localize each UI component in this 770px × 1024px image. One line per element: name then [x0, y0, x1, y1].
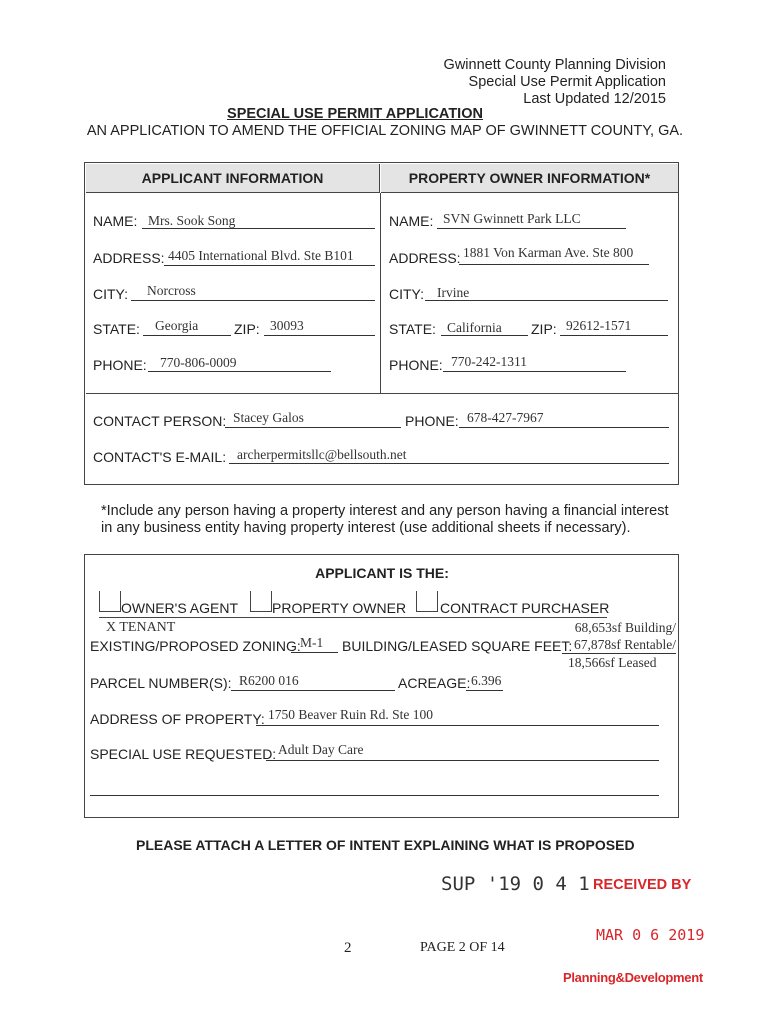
sqft-rentable: 67,878sf Rentable/ — [562, 636, 676, 654]
sqft-leased: 18,566sf Leased — [568, 655, 657, 670]
applicant-city-value: Norcross — [147, 283, 196, 298]
owner-city-field[interactable] — [425, 284, 668, 301]
applicant-address-value: 4405 International Blvd. Ste B101 — [168, 248, 354, 263]
acreage-value: 6.396 — [471, 673, 502, 688]
parcel-value: R6200 016 — [239, 673, 299, 688]
applicant-zip-field[interactable] — [264, 317, 375, 336]
contact-phone-field[interactable] — [459, 409, 669, 428]
contract-purchaser-checkbox[interactable] — [416, 591, 438, 612]
page-title: SPECIAL USE PERMIT APPLICATION — [227, 106, 483, 122]
contact-person-value: Stacey Galos — [233, 410, 304, 425]
property-address-field[interactable] — [256, 706, 659, 726]
owner-zip-value: 92612-1571 — [566, 318, 632, 333]
special-use-field[interactable] — [266, 741, 659, 761]
footnote-line-2: in any business entity having property interest (use additional sheets if necessary). — [101, 520, 631, 536]
page-subtitle: AN APPLICATION TO AMEND THE OFFICIAL ZONING MAP OF GWINNETT COUNTY, GA. — [86, 123, 684, 139]
owner-phone-value: 770-242-1311 — [451, 354, 527, 369]
tenant-entry: X TENANT — [106, 620, 176, 635]
applicant-address-label: ADDRESS: — [93, 250, 165, 266]
attach-letter-note: PLEASE ATTACH A LETTER OF INTENT EXPLAINING WHAT IS PROPOSED — [136, 837, 635, 853]
header-line-3: Last Updated 12/2015 — [523, 91, 666, 107]
applicant-name-value: Mrs. Sook Song — [148, 213, 236, 228]
contact-email-value: archerpermitsllc@bellsouth.net — [237, 447, 407, 462]
applicant-info-heading: APPLICANT INFORMATION — [86, 164, 380, 193]
sqft-building: 68,653sf Building/ — [574, 620, 676, 635]
owner-address-field[interactable] — [459, 244, 649, 265]
applicant-city-label: CITY: — [93, 286, 129, 302]
special-use-label: SPECIAL USE REQUESTED: — [90, 746, 277, 762]
header-line-1: Gwinnett County Planning Division — [443, 57, 666, 73]
checkbox-baseline — [99, 617, 607, 618]
property-owner-checkbox[interactable] — [250, 591, 272, 612]
contact-phone-value: 678-427-7967 — [467, 410, 544, 425]
applicant-zip-value: 30093 — [270, 318, 304, 333]
special-use-value: Adult Day Care — [278, 742, 364, 757]
applicant-is-heading: APPLICANT IS THE: — [315, 565, 449, 581]
received-by-stamp: RECEIVED BY — [593, 877, 692, 893]
owner-phone-label: PHONE: — [389, 357, 443, 373]
sqft-label: BUILDING/LEASED SQUARE FEET: — [342, 638, 573, 654]
owner-address-label: ADDRESS: — [389, 250, 461, 266]
owner-zip-field[interactable] — [560, 317, 668, 336]
received-date-stamp: MAR 0 6 2019 — [596, 926, 705, 944]
contact-divider — [86, 393, 678, 394]
owner-info-heading: PROPERTY OWNER INFORMATION* — [381, 164, 678, 193]
applicant-state-field[interactable] — [143, 317, 231, 336]
contact-email-label: CONTACT'S E-MAIL: — [93, 449, 227, 465]
parcel-label: PARCEL NUMBER(S): — [90, 675, 232, 691]
owner-name-label: NAME: — [389, 213, 434, 229]
property-address-value: 1750 Beaver Ruin Rd. Ste 100 — [268, 707, 433, 722]
owner-city-value: Irvine — [437, 285, 470, 300]
owner-state-label: STATE: — [389, 321, 436, 337]
column-divider — [380, 193, 381, 393]
applicant-name-field[interactable] — [142, 212, 375, 229]
applicant-phone-field[interactable] — [148, 354, 331, 372]
contact-person-label: CONTACT PERSON: — [93, 413, 227, 429]
owner-city-label: CITY: — [389, 286, 425, 302]
property-owner-label: PROPERTY OWNER — [272, 600, 407, 616]
header-block — [444, 57, 666, 108]
applicant-phone-label: PHONE: — [93, 357, 147, 373]
zoning-label: EXISTING/PROPOSED ZONING: — [90, 638, 301, 654]
footnote-line-1: *Include any person having a property interest and any person having a financial interest — [101, 503, 669, 519]
owner-name-value: SVN Gwinnett Park LLC — [443, 211, 581, 226]
case-number-stamp: SUP '19 0 4 1 — [441, 873, 590, 895]
header-line-2: Special Use Permit Application — [468, 74, 666, 90]
special-use-extra-line[interactable] — [90, 777, 659, 796]
applicant-zip-label: ZIP: — [234, 321, 260, 337]
owner-name-field[interactable] — [437, 210, 626, 229]
owner-address-value: 1881 Von Karman Ave. Ste 800 — [463, 245, 634, 260]
acreage-field[interactable] — [466, 672, 503, 691]
applicant-phone-value: 770-806-0009 — [160, 355, 237, 370]
applicant-name-label: NAME: — [93, 213, 138, 229]
owner-state-field[interactable] — [441, 319, 528, 336]
owner-zip-label: ZIP: — [531, 321, 557, 337]
owner-phone-field[interactable] — [443, 353, 626, 372]
zoning-value: M-1 — [300, 635, 324, 650]
zoning-field[interactable] — [291, 634, 338, 653]
parcel-field[interactable] — [231, 672, 395, 691]
footnote — [101, 503, 668, 537]
applicant-state-label: STATE: — [93, 321, 140, 337]
contact-phone-label: PHONE: — [405, 413, 459, 429]
owners-agent-label: OWNER'S AGENT — [121, 600, 239, 616]
sqft-field[interactable] — [562, 619, 676, 671]
contact-email-field[interactable] — [229, 446, 669, 464]
property-address-label: ADDRESS OF PROPERTY: — [90, 711, 265, 727]
page-number: 2 — [344, 940, 352, 956]
page-of-total: PAGE 2 OF 14 — [420, 940, 505, 955]
planning-dept-stamp: Planning&Development — [563, 970, 703, 985]
applicant-city-field[interactable] — [131, 282, 375, 301]
owners-agent-checkbox[interactable] — [99, 591, 121, 612]
applicant-state-value: Georgia — [155, 318, 199, 333]
contract-purchaser-label: CONTRACT PURCHASER — [440, 600, 610, 616]
owner-state-value: California — [447, 320, 502, 335]
contact-person-field[interactable] — [225, 409, 401, 428]
acreage-label: ACREAGE: — [398, 675, 471, 691]
applicant-address-field[interactable] — [164, 247, 375, 266]
